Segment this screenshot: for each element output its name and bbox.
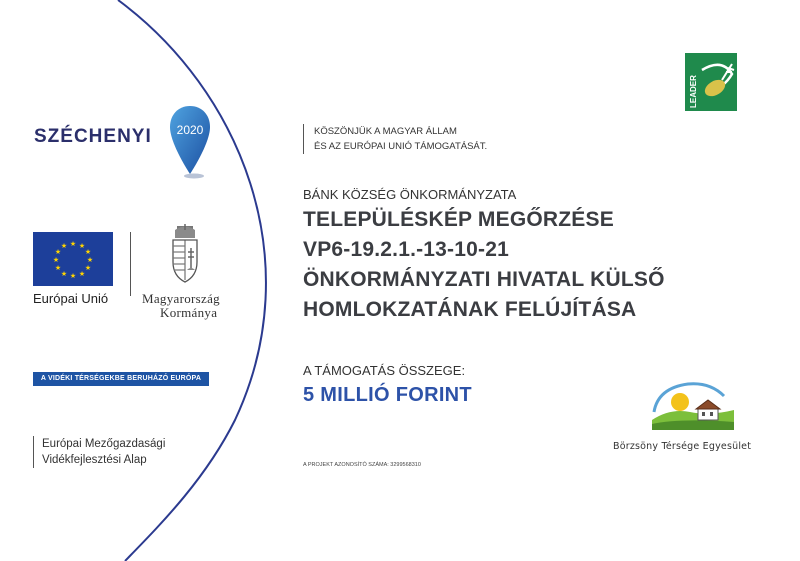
svg-text:★: ★ [69,272,77,280]
project-id: A PROJEKT AZONOSÍTÓ SZÁMA: 3299568310 [303,462,421,468]
title-line-1: TELEPÜLÉSKÉP MEGŐRZÉSE [303,208,614,231]
borzsony-association-name: Börzsöny Térsége Egyesület [613,441,752,452]
svg-text:★: ★ [84,248,92,256]
svg-text:★: ★ [86,256,94,264]
hungarian-crest-icon [168,224,202,286]
project-title [303,205,665,325]
title-line-4: HOMLOKZATÁNAK FELÚJÍTÁSA [303,298,637,321]
eu-flag-icon [33,232,113,286]
svg-text:★: ★ [84,264,92,272]
thanks-line-1: KÖSZÖNJÜK A MAGYAR ÁLLAM [314,126,457,137]
eu-label: Európai Unió [33,291,109,306]
szechenyi-year: 2020 [176,123,204,137]
svg-text:★: ★ [54,248,62,256]
leader-logo-icon [682,50,740,114]
fund-line-2: Vidékfejlesztési Alap [42,454,147,466]
fund-line-1: Európai Mezőgazdasági [42,438,166,450]
title-line-3: ÖNKORMÁNYZATI HIVATAL KÜLSŐ [303,268,665,291]
hu-gov-label-line1: Magyarország [142,291,220,306]
amount-label: A TÁMOGATÁS ÖSSZEGE: [303,363,466,378]
svg-text:★: ★ [60,242,68,250]
map-pin-icon [168,104,212,180]
fund-name [33,436,165,468]
svg-text:★: ★ [69,240,77,248]
svg-text:★: ★ [54,264,62,272]
title-line-2: VP6-19.2.1.-13-10-21 [303,238,509,261]
hu-gov-label-line2: Kormánya [160,305,218,320]
municipality-name: BÁNK KÖZSÉG ÖNKORMÁNYZATA [303,187,517,202]
amount-value: 5 MILLIÓ FORINT [303,384,472,406]
europe-invest-banner: A VIDÉKI TÉRSÉGEKBE BERUHÁZÓ EURÓPA [33,372,209,386]
svg-text:★: ★ [52,256,60,264]
svg-text:★: ★ [78,242,86,250]
svg-text:★: ★ [78,270,86,278]
landscape-logo-icon [650,382,736,434]
logo-divider [130,232,131,296]
thanks-line-2: ÉS AZ EURÓPAI UNIÓ TÁMOGATÁSÁT. [314,141,488,152]
szechenyi-logo-text: SZÉCHENYI [34,126,152,147]
thanks-note [303,124,487,154]
leader-text: LEADER [689,75,698,108]
svg-text:★: ★ [60,270,68,278]
